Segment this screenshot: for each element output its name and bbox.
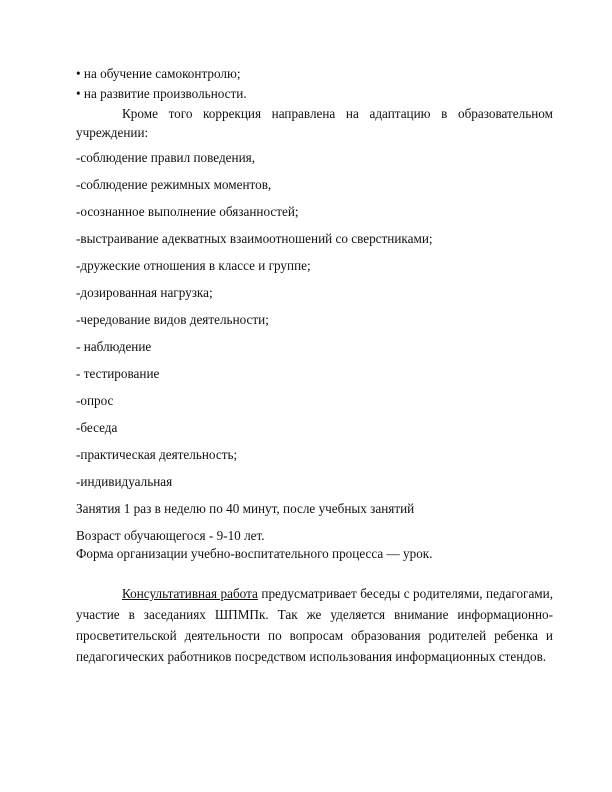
age-text: Возраст обучающегося - 9-10 лет. [76, 528, 265, 543]
list-item-duties: -осознанное выполнение обязанностей; [76, 204, 299, 219]
list-item-testing: - тестирование [76, 366, 160, 381]
list-item-conversation: -беседа [76, 420, 118, 435]
consultative-work-term: Консультативная работа [122, 586, 258, 601]
list-item-friendship: -дружеские отношения в классе и группе; [76, 258, 311, 273]
bullet-self-control: • на обучение самоконтролю; [76, 66, 241, 81]
consultative-work-paragraph [76, 583, 553, 667]
list-item-rules: -соблюдение правил поведения, [76, 150, 255, 165]
list-item-load: -дозированная нагрузка; [76, 285, 213, 300]
bullet-voluntariness: • на развитие произвольности. [76, 86, 247, 101]
schedule-text: Занятия 1 раз в неделю по 40 минут, после учебных занятий [76, 501, 415, 516]
list-item-practical: -практическая деятельность; [76, 447, 238, 462]
list-item-regime: -соблюдение режимных моментов, [76, 177, 272, 192]
adaptation-intro-paragraph: Кроме того коррекция направлена на адаптацию в образовательном учреждении: [76, 106, 553, 140]
list-item-individual: -индивидуальная [76, 474, 173, 489]
form-text: Форма организации учебно-воспитательного процесса — урок. [76, 546, 433, 561]
list-item-observation: - наблюдение [76, 339, 152, 354]
list-item-peers: -выстраивание адекватных взаимоотношений со сверстниками; [76, 231, 433, 246]
list-item-survey: -опрос [76, 393, 114, 408]
list-item-alternation: -чередование видов деятельности; [76, 312, 269, 327]
consultative-work-text: предусматривает беседы с родителями, педагогами, участие в заседаниях ШПМПк. Так же уделяется внимание информационно-просветительской деятельности по вопросам образования родителей ребенка и педагогических работников посредством использования информационных стендов. [76, 586, 553, 664]
